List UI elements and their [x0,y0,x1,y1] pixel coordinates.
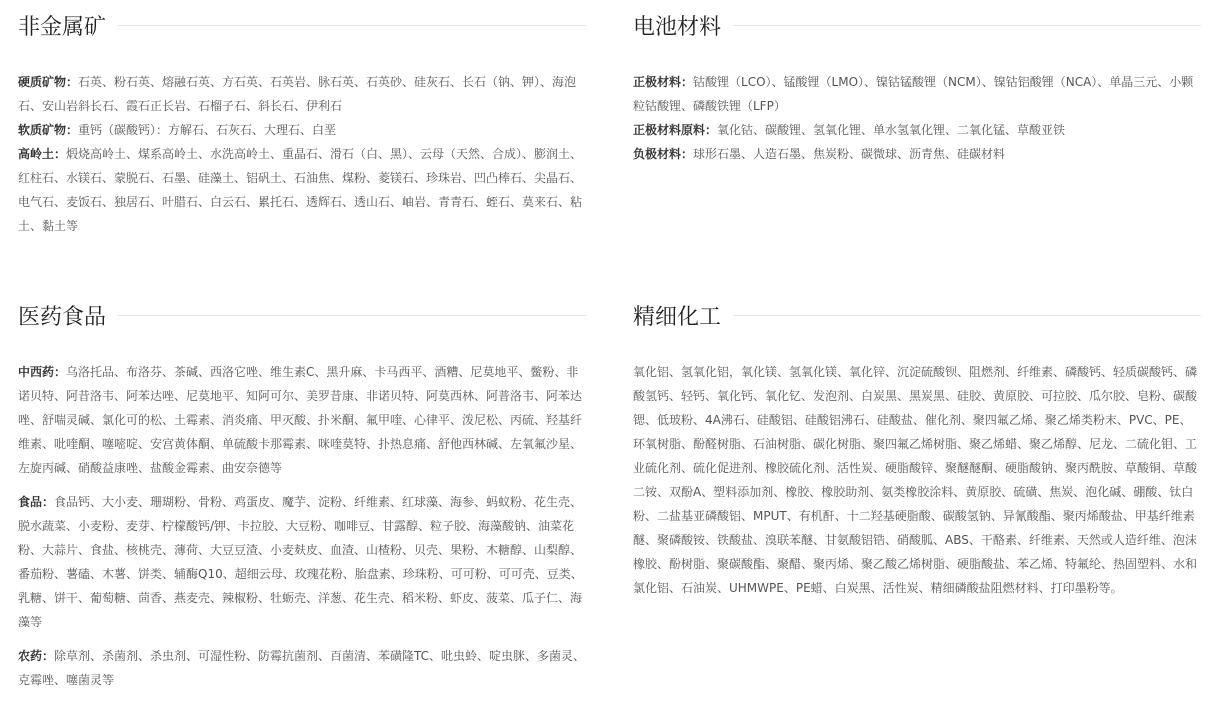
section-title: 医药食品 [18,300,118,331]
section-pharma-food [18,300,586,692]
category-paragraph [18,644,586,692]
category-items: 氧化钴、碳酸锂、氢氧化锂、单水氢氧化锂、二氧化锰、草酸亚铁 [717,123,1066,137]
section-body [633,70,1201,166]
category-label: 正极材料： [633,75,694,89]
category-paragraph [18,142,586,238]
section-header [18,300,586,330]
section-battery-materials [633,10,1201,166]
section-nonmetallic-minerals [18,10,586,238]
category-items: 煅烧高岭土、煤系高岭土、水洗高岭土、重晶石、滑石（白、黑）、云母（天然、合成）、膨润土、红柱石、水镁石、蒙脱石、石墨、硅藻土、铝矾土、石油焦、煤粉、菱镁石、珍珠岩、凹凸棒石、尖晶石、电气石、麦饭石、独居石、叶腊石、白云石、累托石、透辉石、透山石、岫岩、青青石、蛭石、莫来石、粘土、黏土等 [18,147,583,233]
category-items: 氧化铝、氢氧化铝，氧化镁、氢氧化镁、氧化锌、沉淀硫酸钡、阻燃剂、纤维素、磷酸钙、轻质碳酸钙、磷酸氢钙、轻钙、氧化钙、氧化钇、发泡剂、白炭黑、黑炭黑、硅胶、黄原胶、可拉胶、瓜尔胶、皂粉、碳酸锶、低玻粉、4A沸石、硅酸铝、硅酸铝沸石、硅酸盐、催化剂、聚四氟乙烯、聚乙烯类粉末、PVC、PE、环氧树脂、酚醛树脂、石油树脂、碳化树脂、聚四氟乙烯树脂、聚乙烯蜡、聚乙烯醇、尼龙、二硫化钼、工业硫化剂、硫化促进剂、橡胶硫化剂、活性炭、硬脂酸锌、聚醚醚酮、硬脂酸钠、聚丙酰胺、草酸铜、草酸二铵、双酚A、塑料添加剂、橡胶、橡胶助剂、氨类橡胶涂料、黄原胶、硫磺、焦炭、泡化碱、硼酸、钛白粉、二盐基亚磷酸铝、MPUT、有机酐、十二羟基硬脂酸、碳酸氢钠、异氰酸酯、聚丙烯酸盐、甲基纤维素醚、聚磷酸铵、铁酸盐、溴联苯醚、甘氨酸铝锆、硝酸胍、ABS、干酪素、纤维素、天然或人造纤维、泡沫橡胶、酚树脂、聚碳酸酯、聚醋、聚丙烯、聚乙酸乙烯树脂、硬脂酸盐、苯乙烯、特氟纶、热固塑料、水和氯化铝、石油炭、UHMWPE、PE蜡、白炭黑、活性炭、精细磷酸盐阻燃材料、打印墨粉等。 [633,365,1198,595]
section-title: 精细化工 [633,300,733,331]
section-body [18,360,586,692]
category-items: 钴酸锂（LCO）、锰酸锂（LMO）、镍钴锰酸锂（NCM）、镍钴铝酸锂（NCA）、单晶三元、小颗粒钴酸锂、磷酸铁锂（LFP） [633,75,1194,113]
category-paragraph [633,360,1201,600]
category-paragraph [18,118,586,142]
category-items: 除草剂、杀菌剂、杀虫剂、可湿性粉、防霉抗菌剂、百菌清、苯磺隆TC、吡虫蛉、啶虫脒、多菌灵、克霉唑、噻菌灵等 [18,649,586,687]
section-title: 电池材料 [633,10,733,41]
category-paragraph [18,70,586,118]
category-paragraph [18,490,586,634]
category-label: 负极材料： [633,147,694,161]
category-paragraph [633,118,1201,142]
category-paragraph [633,142,1201,166]
category-items: 重钙（碳酸钙）：方解石、石灰石、大理石、白垩 [78,123,337,137]
category-label: 食品： [18,495,55,509]
category-items: 食品钙、大小麦、珊瑚粉、骨粉、鸡蛋皮、魔芋、淀粉、纤维素、红球藻、海参、蚂蚁粉、花生壳、脱水蔬菜、小麦粉、麦芽、柠檬酸钙/钾、卡拉胶、大豆粉、咖啡豆、甘露醇、粒子胶、海藻酸钠、油菜花粉、大蒜片、食盐、核桃壳、薄荷、大豆豆渣、小麦麸皮、血渣、山楂粉、贝壳、果粉、木糖醇、山梨醇、番茄粉、薯磕、木薯、饼类、辅酶Q10、超细云母、玫瑰花粉、胎盘素、珍珠粉、可可粉、可可壳、豆类、乳糖、饼干、葡萄糖、茴香、燕麦壳、辣椒粉、牡蛎壳、洋葱、花生壳、稻米粉、虾皮、菠菜、瓜子仁、海藻等 [18,495,583,629]
section-title: 非金属矿 [18,10,118,41]
category-label: 正极材料原料： [633,123,718,137]
category-label: 中西药： [18,365,67,379]
category-label: 高岭土： [18,147,67,161]
category-items: 石英、粉石英、熔融石英、方石英、石英岩、脉石英、石英砂、硅灰石、长石（钠、钾）、海泡石、安山岩斜长石、霞石正长岩、石榴子石、斜长石、伊利石 [18,75,577,113]
section-header [633,10,1201,40]
section-body [633,360,1201,600]
category-items: 乌洛托品、布洛芬、茶碱、西洛它唑、维生素C、黑升麻、卡马西平、酒糟、尼莫地平、鳖粉、非诺贝特、阿昔洛韦、阿苯达唑、尼莫地平、知阿可尔、美罗昔康、非诺贝特、阿莫西林、阿普洛韦、阿苯达唑、舒喘灵碱、氯化可的松、土霉素、消炎痛、甲灭酸、扑米酮、氟甲喹、心律平、泼尼松、丙硫、羟基纤维素、吡喹酮、噻嘧啶、安宫黄体酮、单硫酸卡那霉素、咪喹莫特、扑热息痛、舒他西林碱、左氧氟沙星、左旋丙碱、硝酸益康唑、盐酸金霉素、曲安奈德等 [18,365,583,475]
section-fine-chemicals [633,300,1201,600]
category-items: 球形石墨、人造石墨、焦炭粉、碳微球、沥青焦、硅碳材料 [693,147,1006,161]
category-label: 硬质矿物： [18,75,79,89]
category-label: 农药： [18,649,55,663]
section-header [633,300,1201,330]
section-header [18,10,586,40]
category-label: 软质矿物： [18,123,79,137]
section-body [18,70,586,238]
category-paragraph [633,70,1201,118]
category-paragraph [18,360,586,480]
